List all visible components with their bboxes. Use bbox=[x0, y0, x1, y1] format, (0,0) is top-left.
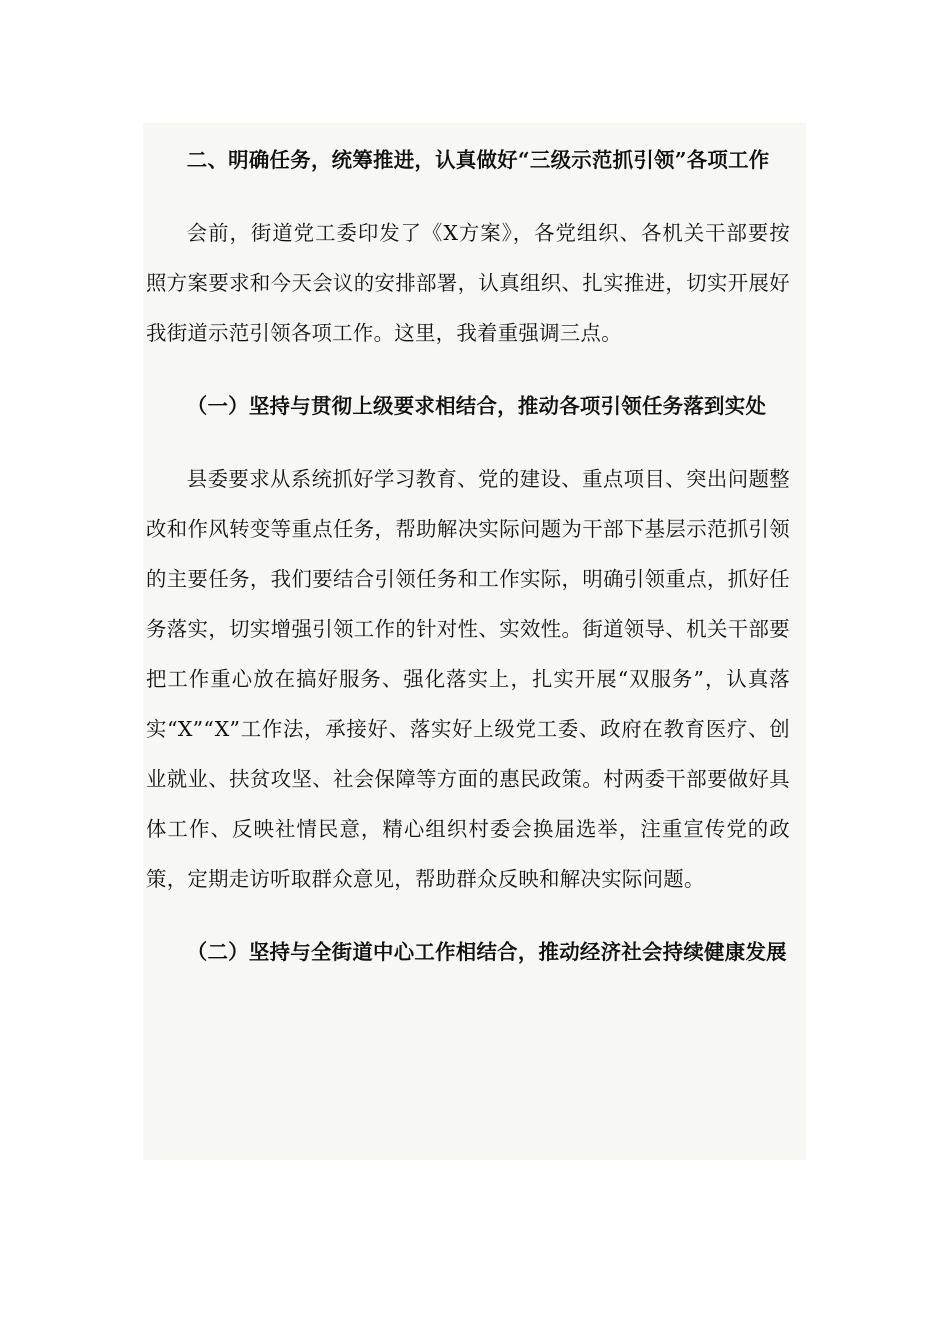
subsection-1-body: 县委要求从系统抓好学习教育、党的建设、重点项目、突出问题整改和作风转变等重点任务，帮助解决实际问题为干部下基层示范抓引领的主要任务，我们要结合引领任务和工作实际，明确引领重点，抓好任务落实，切实增强引领工作的针对性、实效性。街道领导、机关干部要把工作重心放在搞好服务、强化落实上，扎实开展“双服务”，认真落实“X”“X”工作法，承接好、落实好上级党工委、政府在教育医疗、创业就业、扶贫攻坚、社会保障等方面的惠民政策。村两委干部要做好具体工作、反映社情民意，精心组织村委会换届选举，注重宣传党的政策，定期走访听取群众意见，帮助群众反映和解决实际问题。 bbox=[146, 467, 790, 891]
subsection-1-heading: （一）坚持与贯彻上级要求相结合，推动各项引领任务落到实处 bbox=[186, 394, 767, 418]
section-heading: 二、明确任务，统筹推进，认真做好“三级示范抓引领”各项工作 bbox=[186, 148, 770, 172]
intro-paragraph: 会前，街道党工委印发了《X方案》，各党组织、各机关干部要按照方案要求和今天会议的安排部署，认真组织、扎实推进，切实开展好我街道示范引领各项工作。这里，我着重强调三点。 bbox=[146, 221, 790, 345]
subsection-2-heading: （二）坚持与全街道中心工作相结合，推动经济社会持续健康发展 bbox=[186, 940, 787, 964]
document-page bbox=[143, 123, 806, 1160]
